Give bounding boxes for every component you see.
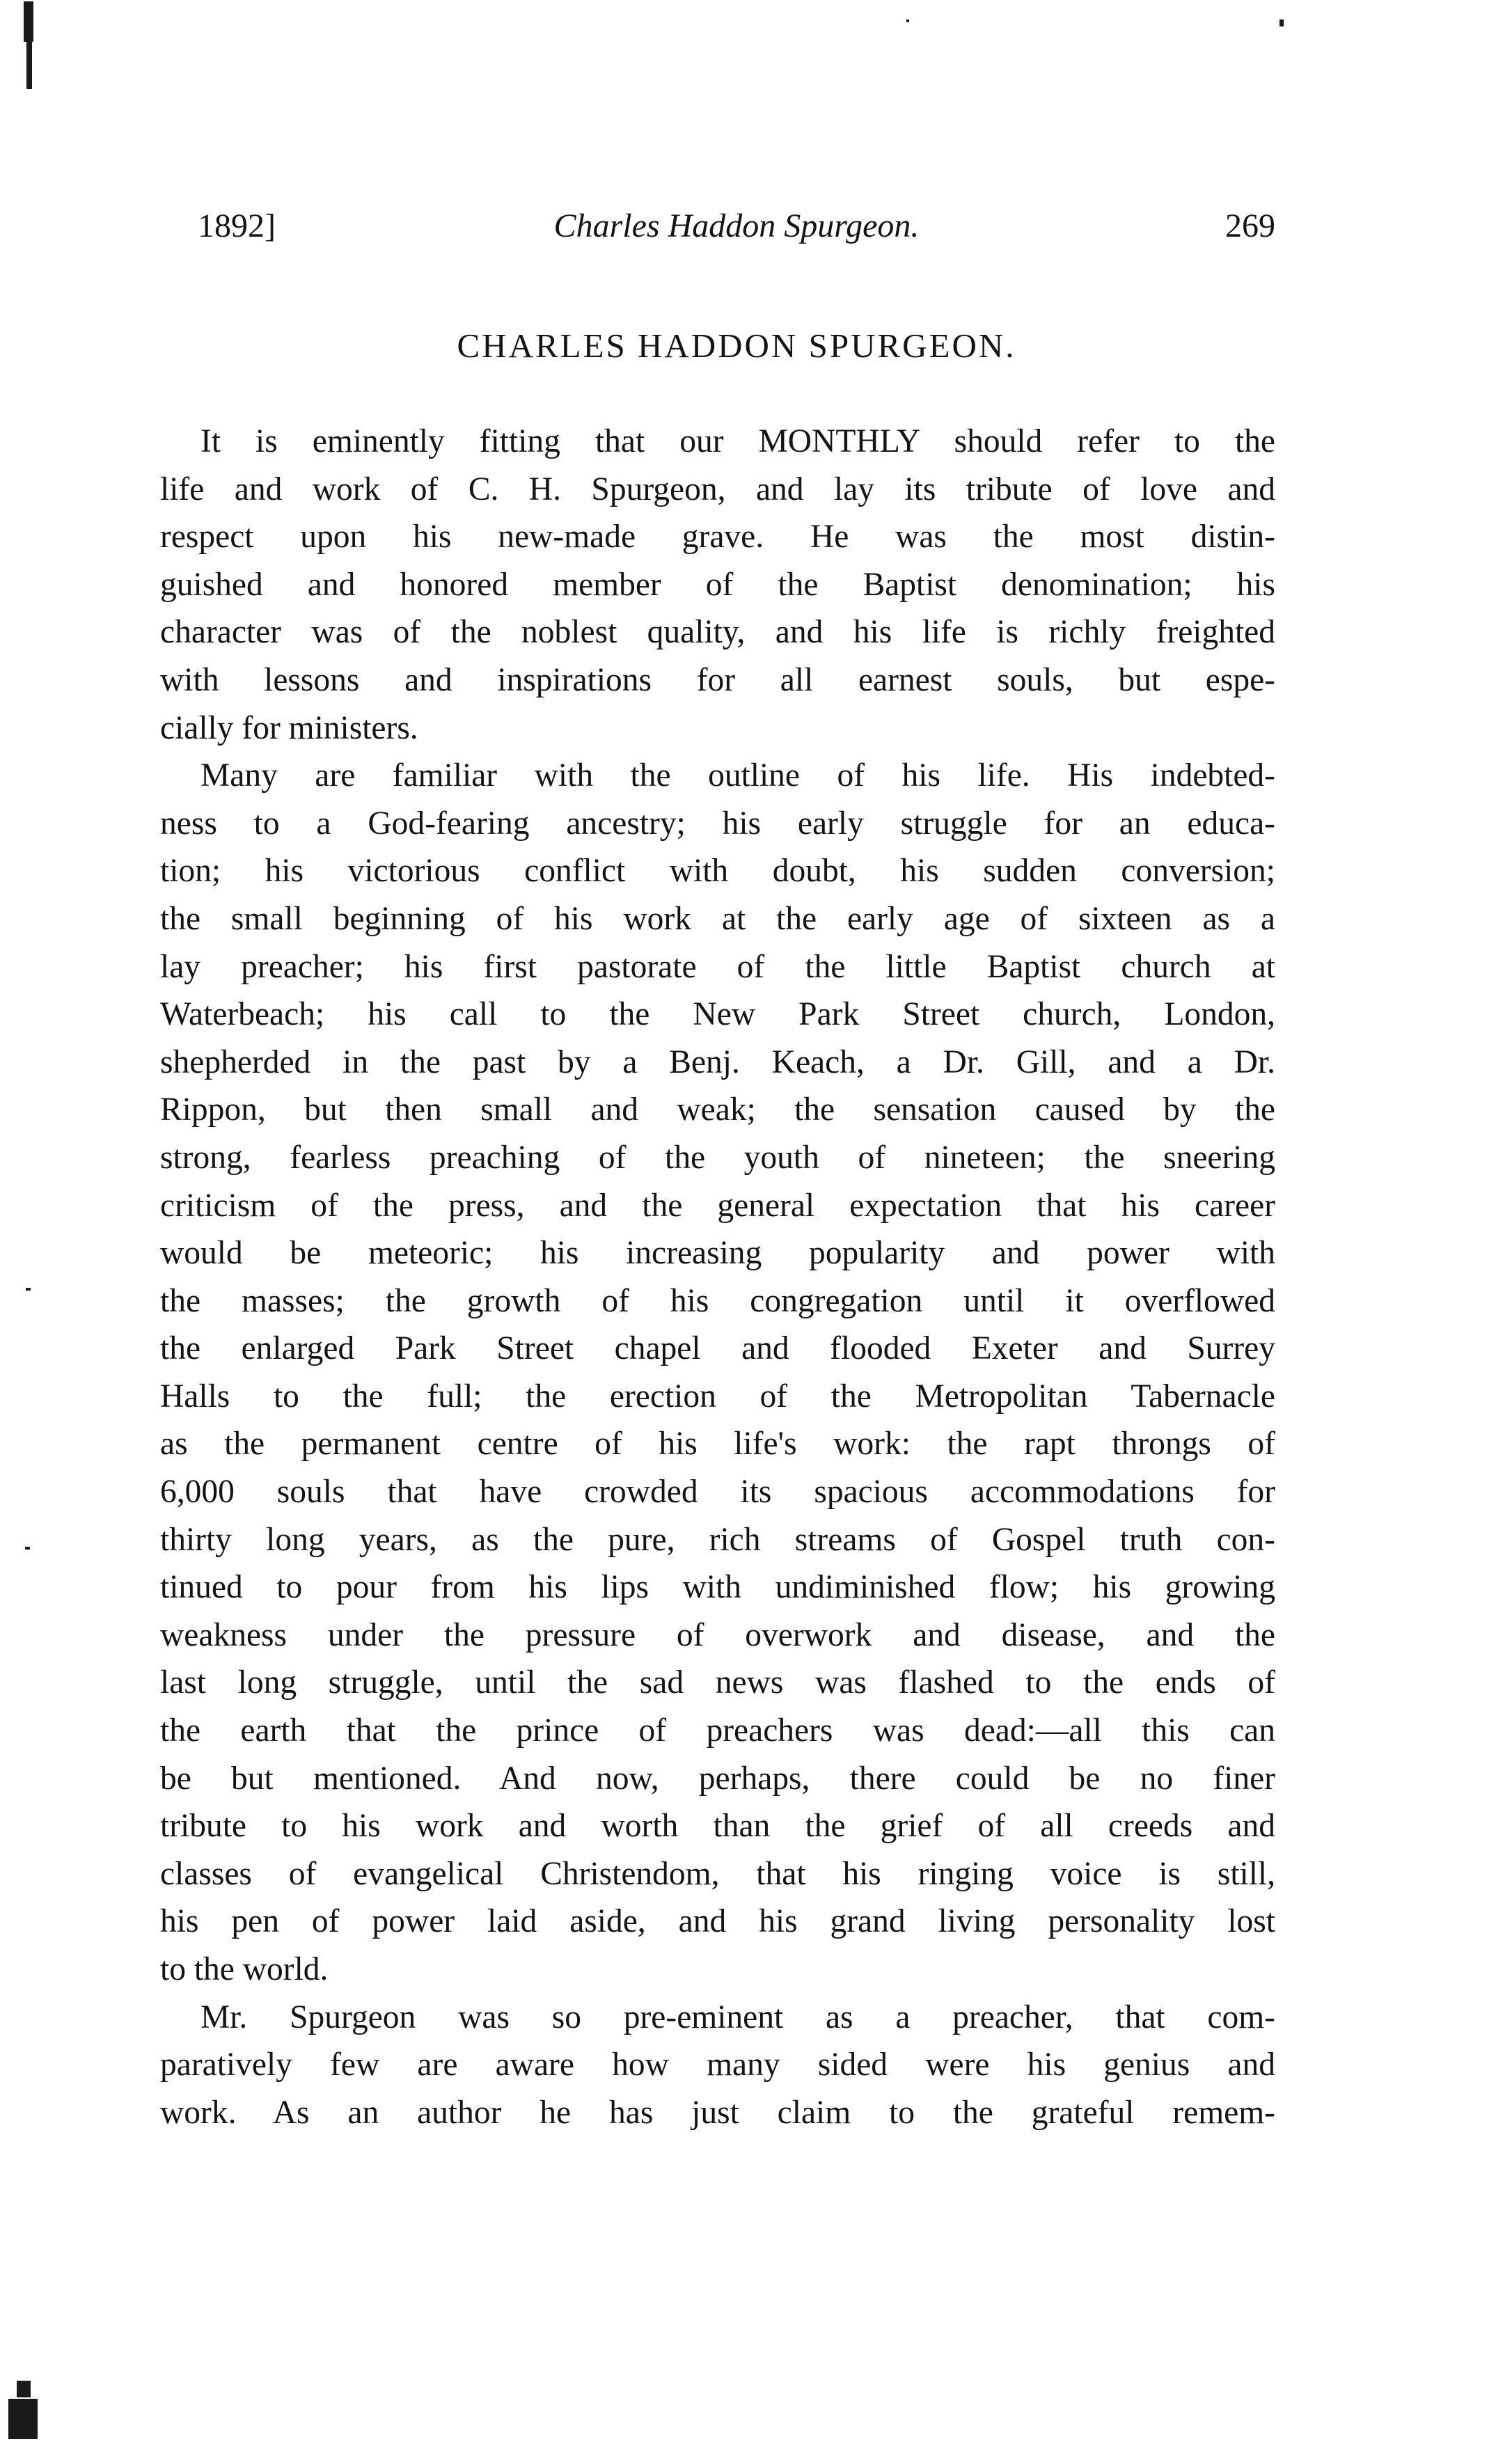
header-year: 1892] bbox=[198, 207, 276, 244]
text-line: guished and honored member of the Baptist denomination; his bbox=[160, 566, 1275, 603]
scan-mark-top-left-tail bbox=[26, 40, 32, 89]
text-line: tion; his victorious conflict with doubt, his sudden conversion; bbox=[160, 853, 1275, 890]
article-body bbox=[160, 418, 1275, 2136]
text-line: paratively few are aware how many sided were his genius and bbox=[160, 2047, 1275, 2083]
text-line: tinued to pour from his lips with undiminished flow; his growing bbox=[160, 1569, 1275, 1606]
text-line: his pen of power laid aside, and his grand living personality lost bbox=[160, 1903, 1275, 1940]
text-line: life and work of C. H. Spurgeon, and lay its tribute of love and bbox=[160, 471, 1275, 507]
text-line: respect upon his new-made grave. He was the most distin- bbox=[160, 519, 1275, 555]
text-line: last long struggle, until the sad news was flashed to the ends of bbox=[160, 1664, 1275, 1701]
scan-speck-left-margin-2 bbox=[25, 1547, 30, 1550]
article-title: CHARLES HADDON SPURGEON. bbox=[457, 326, 1016, 365]
text-line: the small beginning of his work at the early age of sixteen as a bbox=[160, 900, 1275, 937]
text-line: would be meteoric; his increasing popularity and power with bbox=[160, 1235, 1275, 1272]
text-line: Waterbeach; his call to the New Park Street church, London, bbox=[160, 996, 1275, 1033]
text-line: the enlarged Park Street chapel and flooded Exeter and Surrey bbox=[160, 1330, 1275, 1367]
text-line: lay preacher; his first pastorate of the little Baptist church at bbox=[160, 948, 1275, 985]
scan-mark-top-left bbox=[24, 1, 33, 42]
text-line: criticism of the press, and the general expectation that his career bbox=[160, 1187, 1275, 1224]
text-line: be but mentioned. And now, perhaps, there could be no finer bbox=[160, 1760, 1275, 1797]
text-line: thirty long years, as the pure, rich streams of Gospel truth con- bbox=[160, 1521, 1275, 1558]
text-line: classes of evangelical Christendom, that his ringing voice is still, bbox=[160, 1855, 1275, 1892]
text-line: shepherded in the past by a Benj. Keach, a Dr. Gill, and a Dr. bbox=[160, 1043, 1275, 1080]
text-line: weakness under the pressure of overwork and disease, and the bbox=[160, 1616, 1275, 1653]
text-line: It is eminently fitting that our MONTHLY should refer to the bbox=[200, 423, 1275, 459]
header-page-number: 269 bbox=[1225, 207, 1275, 244]
scan-speck-top-right bbox=[1279, 19, 1284, 26]
text-line: character was of the noblest quality, and his life is richly freighted bbox=[160, 614, 1275, 651]
text-line: with lessons and inspirations for all earnest souls, but espe- bbox=[160, 661, 1275, 698]
text-line: 6,000 souls that have crowded its spacious accommodations for bbox=[160, 1474, 1275, 1511]
text-line: to the world. bbox=[160, 1951, 329, 1987]
text-line: Many are familiar with the outline of his life. His indebted- bbox=[200, 757, 1275, 794]
text-line: cially for ministers. bbox=[160, 709, 418, 746]
scan-mark-bottom-left-2 bbox=[8, 2399, 38, 2439]
text-line: ness to a God-fearing ancestry; his early struggle for an educa- bbox=[160, 805, 1275, 842]
running-header bbox=[198, 202, 1275, 251]
text-line: Mr. Spurgeon was so pre-eminent as a preacher, that com- bbox=[200, 1999, 1275, 2035]
text-line: the masses; the growth of his congregation until it overflowed bbox=[160, 1282, 1275, 1319]
text-line: Rippon, but then small and weak; the sensation caused by the bbox=[160, 1091, 1275, 1128]
scan-speck-top-center bbox=[906, 19, 909, 22]
text-line: as the permanent centre of his life's work: the rapt throngs of bbox=[160, 1426, 1275, 1463]
text-line: tribute to his work and worth than the grief of all creeds and bbox=[160, 1808, 1275, 1845]
scan-speck-left-margin bbox=[26, 1288, 31, 1291]
header-running-title: Charles Haddon Spurgeon. bbox=[553, 207, 920, 244]
text-line: strong, fearless preaching of the youth of nineteen; the sneering bbox=[160, 1139, 1275, 1176]
text-line: the earth that the prince of preachers was dead:—all this can bbox=[160, 1712, 1275, 1749]
scan-mark-bottom-left bbox=[17, 2381, 31, 2397]
text-line: work. As an author he has just claim to the grateful remem- bbox=[160, 2094, 1275, 2131]
text-line: Halls to the full; the erection of the Metropolitan Tabernacle bbox=[160, 1378, 1275, 1414]
